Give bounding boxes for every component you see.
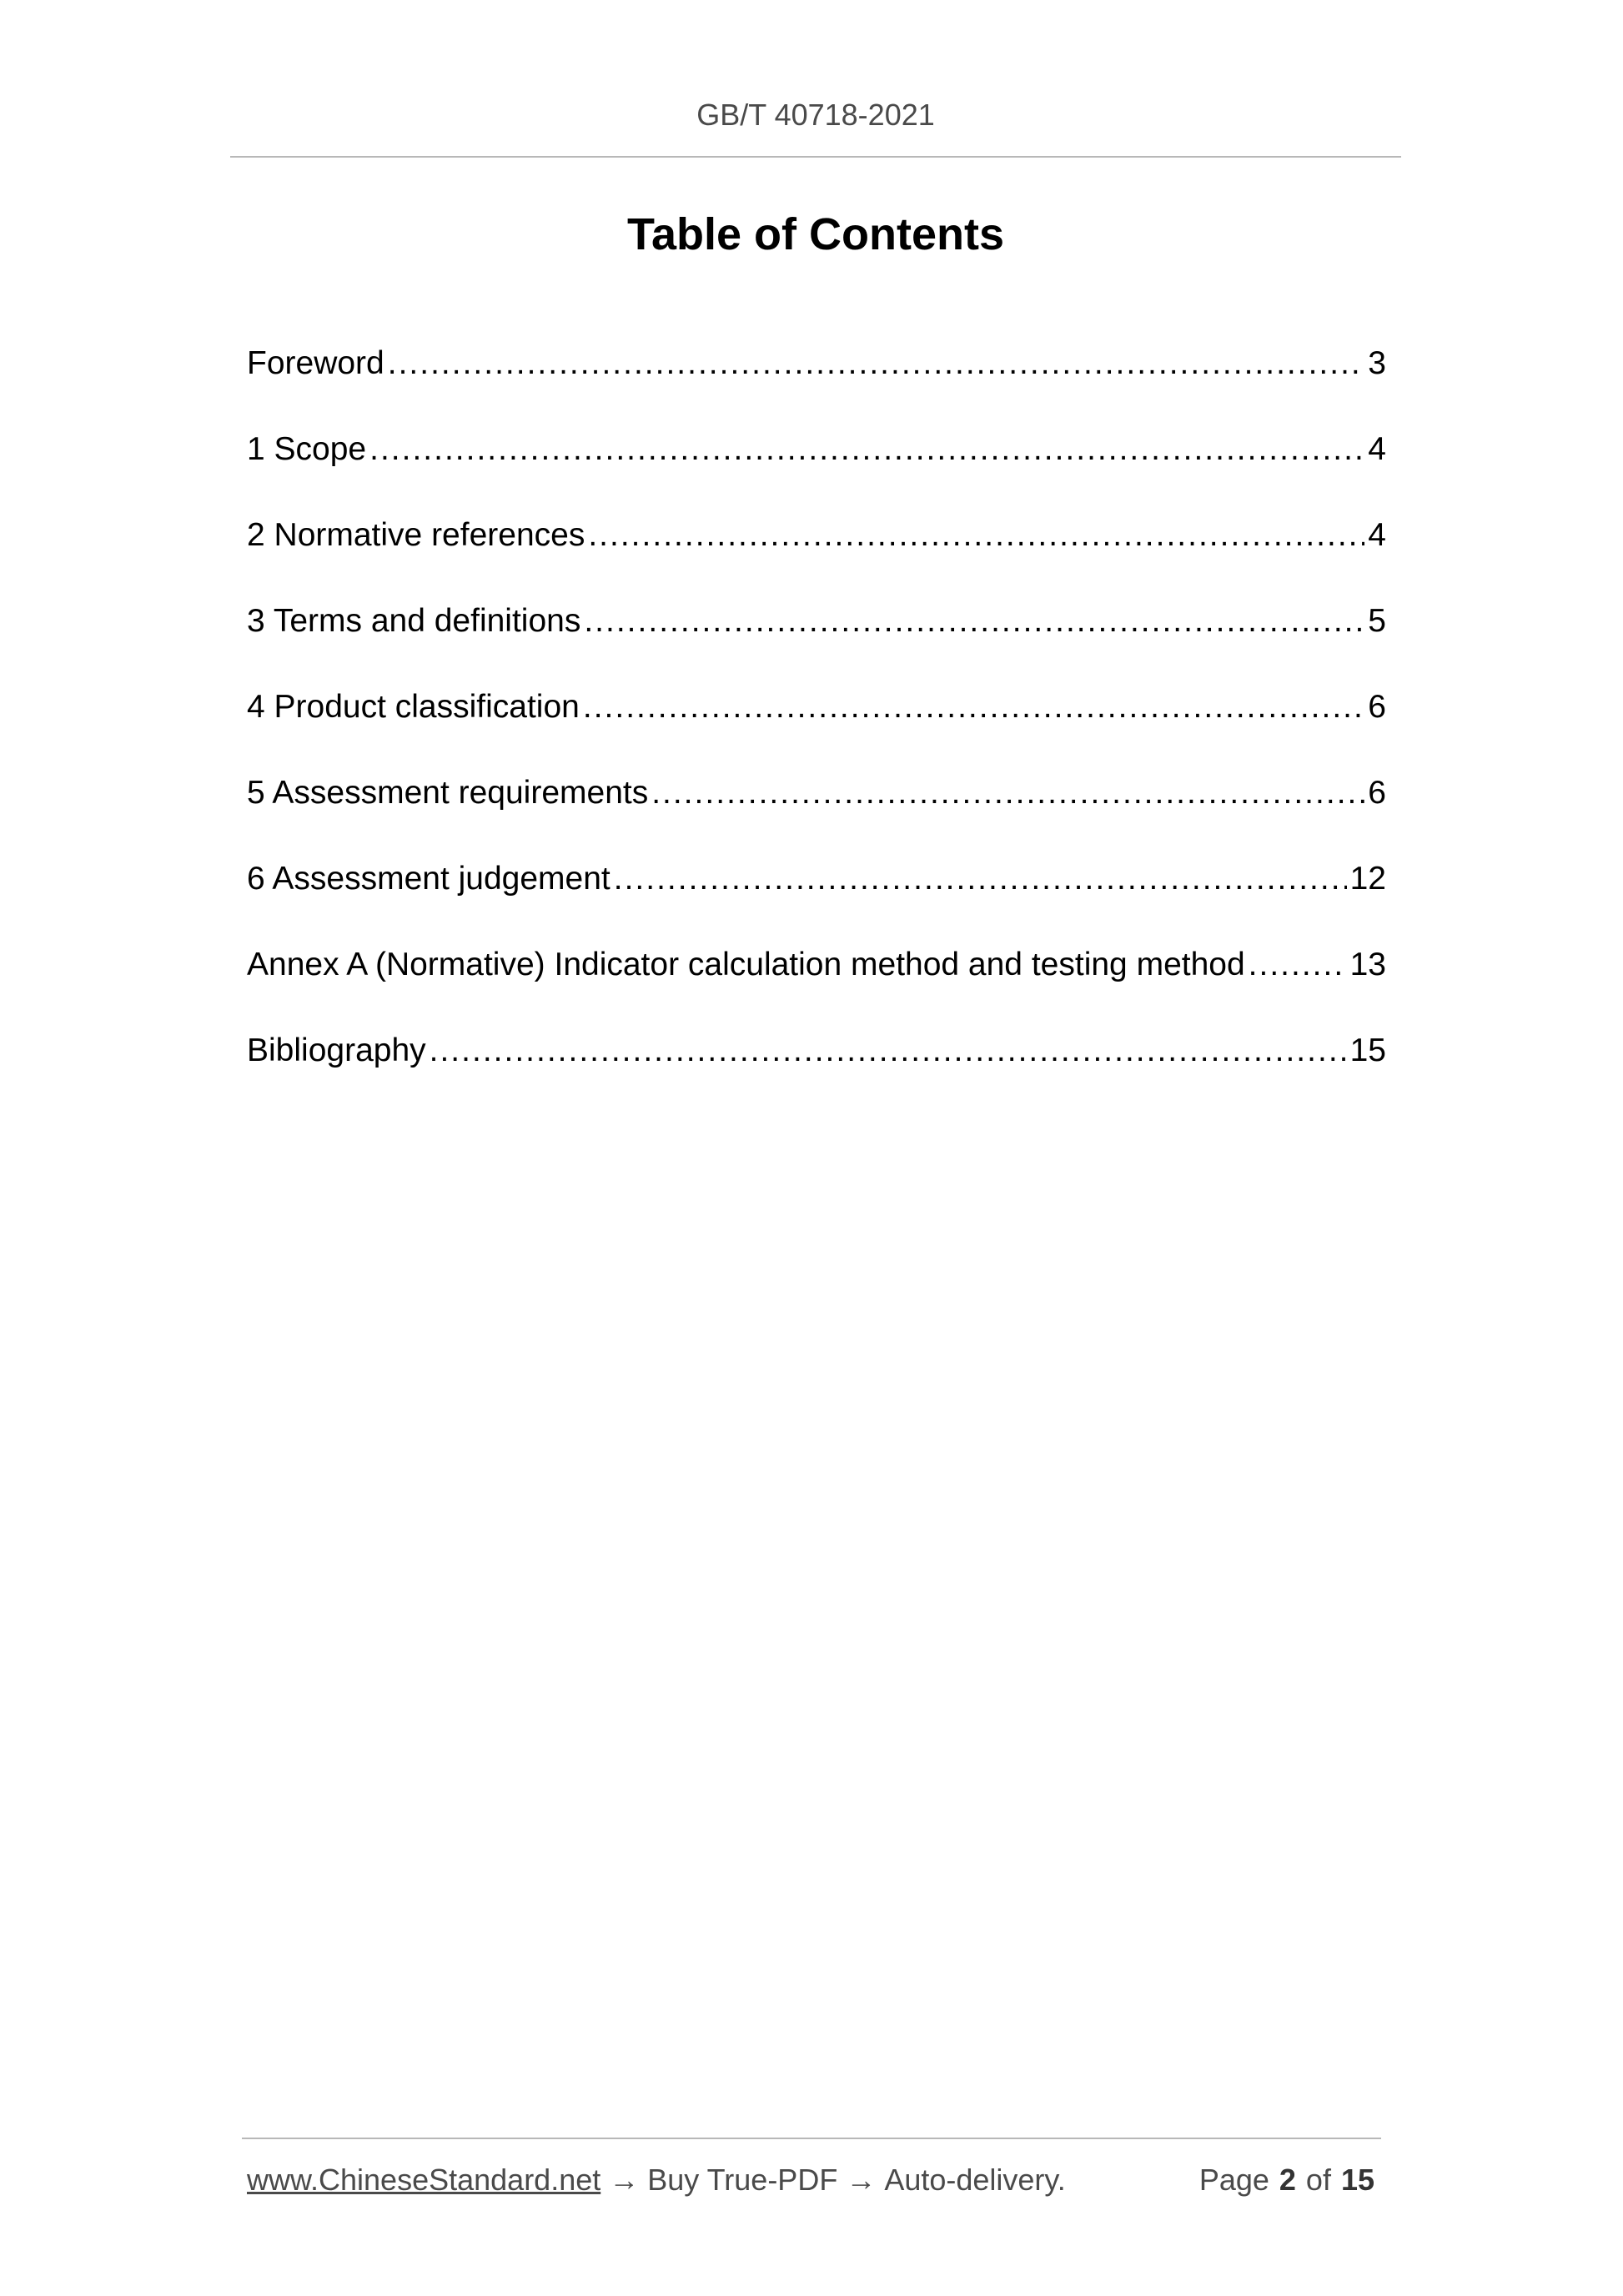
dot-leader	[388, 339, 1365, 389]
toc-entry-page: 5	[1368, 603, 1386, 639]
website-link[interactable]: www.ChineseStandard.net	[247, 2163, 601, 2197]
dot-leader	[584, 596, 1364, 646]
page-word: Page	[1198, 2163, 1269, 2197]
toc-entry-label: Annex A (Normative) Indicator calculation method and testing method	[247, 947, 1245, 982]
toc-entry-page: 6	[1368, 689, 1386, 725]
toc-entry-foreword[interactable]	[247, 339, 1386, 425]
toc-entry-label: 5 Assessment requirements	[247, 775, 649, 811]
dot-leader	[614, 854, 1347, 904]
dot-leader	[430, 1026, 1347, 1076]
toc-entry-label: Foreword	[247, 345, 384, 381]
toc-entry-label: 3 Terms and definitions	[247, 603, 581, 639]
toc-entry-label: 1 Scope	[247, 431, 367, 467]
toc-entry-page: 12	[1349, 861, 1386, 897]
dot-leader	[1249, 940, 1347, 990]
page-number	[1199, 2157, 1374, 2203]
toc-entry-page: 4	[1368, 517, 1386, 553]
dot-leader	[588, 510, 1364, 560]
document-id-header: GB/T 40718-2021	[696, 98, 935, 132]
toc-entry-page: 15	[1349, 1032, 1386, 1068]
dot-leader	[583, 682, 1364, 732]
toc-entry-page: 13	[1349, 947, 1386, 982]
toc-entry-scope[interactable]	[247, 425, 1386, 510]
toc-entry-page: 3	[1368, 345, 1386, 381]
footer-divider	[242, 2138, 1381, 2139]
footer-promo	[247, 2157, 1066, 2203]
toc-entry-annex-a[interactable]	[247, 940, 1386, 1026]
dot-leader	[369, 425, 1364, 475]
toc-entry-label: Bibliography	[247, 1032, 426, 1068]
current-page-number: 2	[1279, 2163, 1296, 2197]
toc-entry-assessment-judgement[interactable]	[247, 854, 1386, 940]
arrow-right-icon: →	[846, 2163, 877, 2197]
toc-entry-label: 4 Product classification	[247, 689, 580, 725]
toc-entry-label: 6 Assessment judgement	[247, 861, 611, 897]
toc-entry-assessment-requirements[interactable]	[247, 768, 1386, 854]
toc-entry-bibliography[interactable]	[247, 1026, 1386, 1112]
arrow-right-icon: →	[609, 2163, 640, 2197]
dot-leader	[651, 768, 1364, 818]
toc-entry-normative-references[interactable]	[247, 510, 1386, 596]
toc-entry-page: 4	[1368, 431, 1386, 467]
of-word: of	[1305, 2163, 1331, 2197]
header-divider	[230, 156, 1401, 158]
toc-entry-page: 6	[1368, 775, 1386, 811]
footer-buy-text: Buy True-PDF	[647, 2163, 838, 2197]
total-page-number: 15	[1340, 2163, 1374, 2197]
toc-title: Table of Contents	[627, 209, 1004, 259]
page-footer	[247, 2157, 1381, 2203]
toc-entry-terms-definitions[interactable]	[247, 596, 1386, 682]
toc-entry-product-classification[interactable]	[247, 682, 1386, 768]
footer-delivery-text: Auto-delivery.	[884, 2163, 1066, 2197]
toc-entry-label: 2 Normative references	[247, 517, 585, 553]
toc-list	[247, 339, 1386, 1112]
